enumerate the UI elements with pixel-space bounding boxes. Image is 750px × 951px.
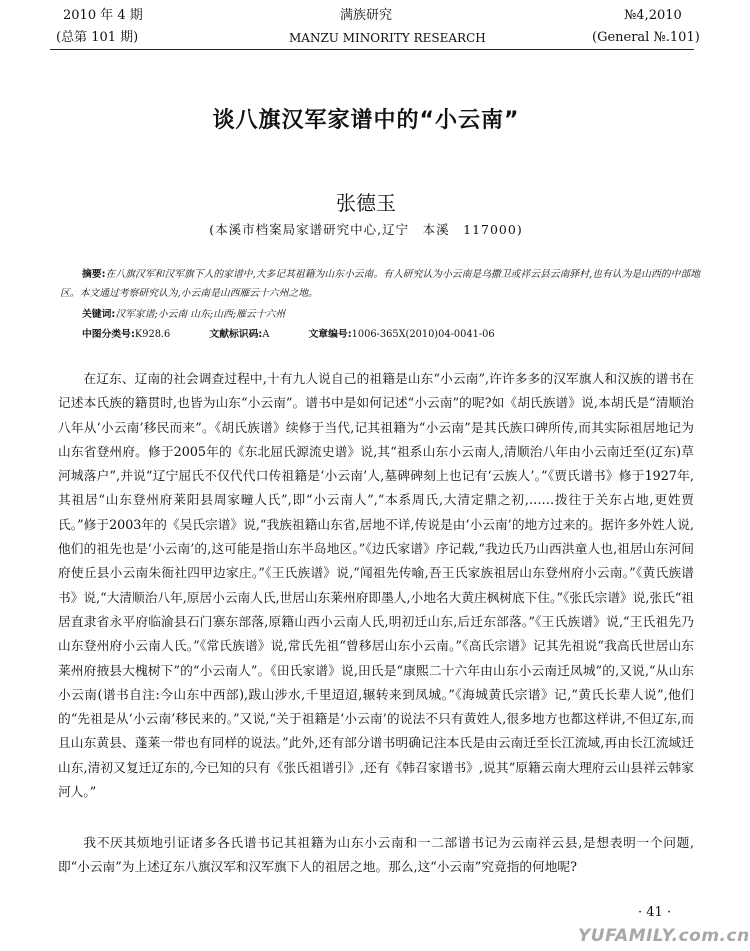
body-paragraph-2: 我不厌其烦地引证诸多各氏谱书记其祖籍为山东小云南和一二部谱书记为云南祥云县,是想表明一个问题,即“小云南”为上述辽东八旗汉军和汉军旗下人的祖居之地。那么,这“小云南”究竟指的何地呢?: [58, 835, 694, 875]
clc-field: [82, 329, 188, 340]
issue-number-label: №4,2010: [624, 8, 682, 23]
page-number: · 41 ·: [638, 905, 672, 920]
abstract-block: [60, 265, 700, 303]
article-number-field: [309, 329, 513, 340]
issue-label: 2010 年 4 期: [63, 8, 143, 23]
doc-code-value: A: [262, 329, 270, 340]
keywords-block: [82, 305, 700, 324]
classification-row: [82, 325, 700, 344]
abstract-text: 在八旗汉军和汉军旗下人的家谱中,大多记其祖籍为山东小云南。有人研究认为小云南是乌撒卫或祥云县云南驿村,也有认为是山西的中部地区。本文通过考察研究认为,小云南是山西雁云十六州之地。: [60, 269, 700, 299]
journal-title-cn: 满族研究: [340, 8, 393, 23]
article-title: 谈八旗汉军家谱中的“小云南”: [212, 108, 520, 133]
total-issue-label: (总第 101 期): [56, 30, 139, 45]
keywords-text: 汉军家谱;小云南 山东;山西;雁云十六州: [115, 309, 286, 320]
journal-title-en: MANZU MINORITY RESEARCH: [289, 31, 486, 45]
general-number-label: (General №.101): [592, 30, 700, 45]
clc-label: 中图分类号:: [82, 329, 135, 340]
watermark-text: YUFAMILY.com.cn: [578, 926, 750, 946]
article-number-value: 1006-365X(2010)04-0041-06: [351, 329, 495, 340]
clc-value: K928.6: [134, 329, 171, 340]
author-affiliation: (本溪市档案局家谱研究中心,辽宁 本溪 117000): [209, 222, 523, 237]
author-name: 张德玉: [336, 191, 396, 215]
abstract-label: 摘要:: [82, 269, 106, 280]
body-paragraph-1: 在辽东、辽南的社会调查过程中,十有九人说自己的祖籍是山东“小云南”,许许多多的汉军旗人和汉族的谱书在记述本氏族的籍贯时,也皆为山东“小云南”。谱书中是如何记述“小云南”的呢?如《胡氏族谱》说,本胡氏是“清顺治八年从‘小云南’移民而来”。《胡氏族谱》续修于当代,记其祖籍为“小云南”是其氏族口碑所传,而其实际祖居地记为山东省登州府。修于2005年的《东北屈氏源流史谱》说,其“祖系山东小云南人,清顺治八年由小云南迁至(辽东)草河城落户”,并说“辽宁屈氏不仅代代口传祖籍是‘小云南’人,墓碑碑刻上也记有‘云族人’。”《贾氏谱书》修于1927年,其祖居“山东登州府莱阳县周家疃人氏”,即“小云南人”,“本系周氏,大清定鼎之初,……拨往于关东占地,更姓贾氏。”修于2003年的《吴氏宗谱》说,“我族祖籍山东省,居地不详,传说是由‘小云南’的地方过来的。据许多外姓人说,他们的祖先也是‘小云南’的,这可能是指山东半岛地区。”《边氏家谱》序记载,“我边氏乃山西洪童人也,祖居山东河间府使丘县小云南朱衙社四甲边家庄。”《王氏族谱》说,“闻祖先传喻,吾王氏家族祖居山东登州府小云南。”《黄氏族谱书》说,“大清顺治八年,原居小云南人氏,世居山东莱州府即墨人,小地名大黄庄枫树底下住。”《张氏宗谱》说,张氏“祖居直隶省永平府临渝县石门寨东部落,原籍山西小云南人氏,明初迁山东,后迁东部落。”《王氏族谱》说,“王氏祖先乃山东登州府小云南人氏。”《常氏族谱》说,常氏先祖“曾移居山东小云南。”《高氏宗谱》记其先祖说“我高氏世居山东莱州府掖县大槐树下”的“小云南人”。《田氏家谱》说,田氏是“康熙二十六年由山东小云南迁凤城”的,又说,“从山东小云南(谱书自注:今山东中西部),跋山涉水,千里迢迢,辗转来到凤城。”《海城黄氏宗谱》记,“黄氏长辈人说”,他们的“先祖是从‘小云南’移民来的。”又说,“关于祖籍是‘小云南’的说法不只有黄姓人,很多地方也都这样讲,不但辽东,而且山东黄县、蓬莱一带也有同样的说法。”此外,还有部分谱书明确记注本氏是由云南迁至长江流域,再由长江流域迁山东,清初又复迁辽东的,今已知的只有《张氏祖谱引》,还有《韩召家谱书》,说其“原籍云南大理府云山县祥云韩家河人。”: [58, 371, 694, 800]
header-rule: [50, 49, 694, 50]
keywords-label: 关键词:: [82, 309, 116, 320]
doc-code-label: 文献标识码:: [209, 329, 263, 340]
article-number-label: 文章编号:: [308, 329, 352, 340]
doc-code-field: [209, 329, 287, 340]
